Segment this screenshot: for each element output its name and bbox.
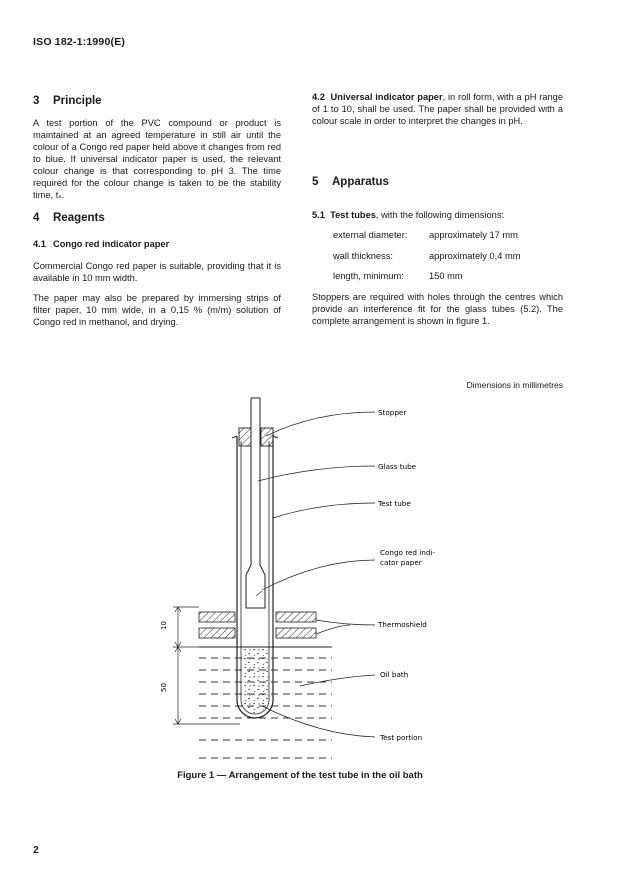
figure-caption: Figure 1 — Arrangement of the test tube in the oil bath — [177, 770, 423, 781]
section-number: 4 — [33, 212, 40, 224]
leader-lines — [258, 412, 375, 737]
stoppers-paragraph: Stoppers are required with holes through the centres which provide an interference fit for the glass tubes (5.2). The complete arrangement is shown in figure 1. — [312, 292, 563, 326]
subsection-title: Universal indicator paper — [330, 92, 443, 102]
dimension-label: external diameter: — [333, 230, 408, 240]
indicator-paper — [246, 565, 265, 608]
stopper — [239, 428, 273, 446]
section-title: Principle — [53, 95, 102, 107]
section-title: Apparatus — [332, 176, 389, 188]
label-glass-tube: Glass tube — [378, 462, 417, 471]
subsection-number: 4.1 — [33, 239, 46, 249]
page-number: 2 — [33, 844, 39, 856]
subsection-number: 4.2 — [312, 92, 325, 102]
subsection-title: Congo red indicator paper — [53, 239, 170, 249]
congo-paragraph-1: Commercial Congo red paper is suitable, providing that it is available in 10 mm width. — [33, 261, 281, 283]
dimension-label: wall thickness: — [333, 251, 393, 261]
figure-dimension-note: Dimensions in millimetres — [466, 380, 563, 390]
thermoshield — [199, 612, 316, 638]
principle-paragraph: A test portion of the PVC compound or product is maintained at an agreed temperature in still air until the colour of a Congo red paper held above it changes from red to blue. If universal indicator paper is used, the relevant colour change is that corresponding to pH 3. The time required for the colour change is taken to be the stability time, tₛ. — [33, 118, 281, 200]
dimension-value: approximately 0,4 mm — [429, 251, 521, 261]
label-test-portion: Test portion — [380, 733, 423, 742]
dimension-label: length, minimum: — [333, 271, 404, 281]
label-stopper: Stopper — [378, 408, 407, 417]
document-header: ISO 182-1:1990(E) — [33, 36, 126, 48]
section-title: Reagents — [53, 212, 105, 224]
label-congo-line1: Congo red indi- — [380, 548, 435, 557]
glass-tube — [251, 398, 260, 565]
test-tubes-intro-text: , with the following dimensions: — [375, 210, 505, 220]
section-number: 5 — [312, 176, 319, 188]
dimension-10-text: 10 — [160, 621, 168, 630]
label-thermoshield: Thermoshield — [378, 620, 427, 629]
subsection-number: 5.1 — [312, 210, 325, 220]
label-oil-bath: Oil bath — [380, 670, 409, 679]
dimension-50-text: 50 — [160, 683, 168, 692]
dimension-value: 150 mm — [429, 271, 463, 281]
label-test-tube: Test tube — [378, 499, 411, 508]
test-portion — [242, 648, 268, 713]
section-number: 3 — [33, 95, 40, 107]
dimension-value: approximately 17 mm — [429, 230, 518, 240]
congo-paragraph-2: The paper may also be prepared by immersing strips of filter paper, 10 mm wide, in a 0,15 % (m/m) solution of Congo red in methanol, and drying. — [33, 293, 281, 327]
universal-body: , in roll form, with a pH range of 1 to 10, shall be used. The paper shall be provided with a colour scale in order to interpret the changes in pH. — [312, 92, 563, 126]
label-congo-line2: cator paper — [380, 558, 422, 567]
subsection-title: Test tubes — [330, 210, 376, 220]
